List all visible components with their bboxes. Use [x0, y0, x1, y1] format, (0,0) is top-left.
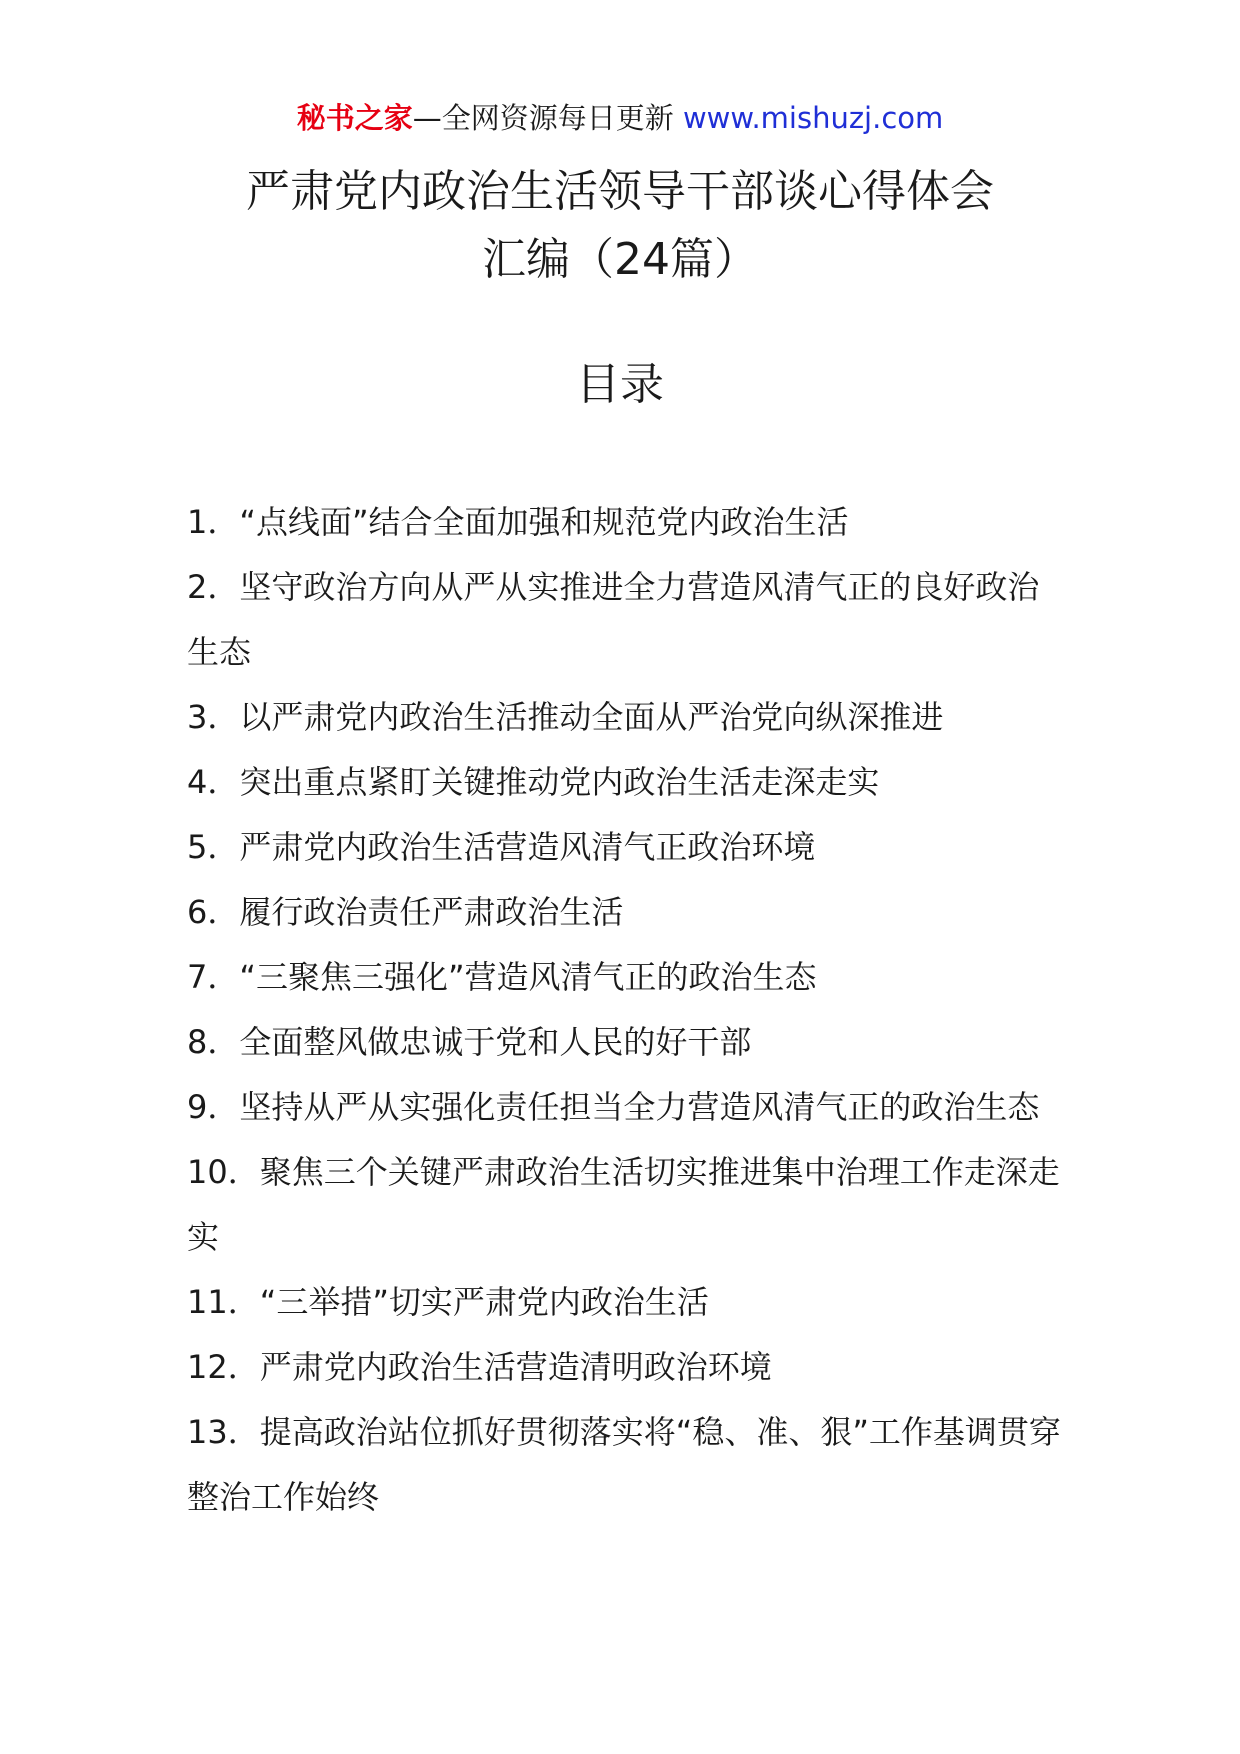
toc-item-number: 10． — [187, 1153, 260, 1191]
toc-item-number: 11． — [187, 1283, 260, 1321]
toc-item[interactable] — [187, 1270, 1067, 1335]
toc-item-text: 提高政治站位抓好贯彻落实将“稳、准、狠”工作基调贯穿整治工作始终 — [187, 1413, 1061, 1516]
toc-heading: 目录 — [576, 359, 664, 410]
toc-item[interactable] — [187, 1075, 1067, 1140]
table-of-contents — [187, 490, 1067, 1530]
toc-item[interactable] — [187, 1010, 1067, 1075]
toc-item-number: 13． — [187, 1413, 260, 1451]
toc-item-number: 7． — [187, 958, 240, 996]
toc-item[interactable] — [187, 555, 1067, 685]
toc-item-text: 聚焦三个关键严肃政治生活切实推进集中治理工作走深走实 — [187, 1153, 1060, 1256]
site-header — [0, 98, 1240, 138]
toc-item-number: 12． — [187, 1348, 260, 1386]
toc-item-number: 4． — [187, 763, 240, 801]
toc-item[interactable] — [187, 880, 1067, 945]
toc-item-text: “三举措”切实严肃党内政治生活 — [259, 1283, 709, 1321]
toc-item[interactable] — [187, 1140, 1067, 1270]
document-title-line-1: 严肃党内政治生活领导干部谈心得体会 — [246, 166, 994, 217]
toc-item-text: 突出重点紧盯关键推动党内政治生活走深走实 — [239, 763, 880, 801]
toc-item-number: 1． — [187, 503, 240, 541]
toc-item-text: “点线面”结合全面加强和规范党内政治生活 — [239, 503, 849, 541]
toc-item-number: 6． — [187, 893, 240, 931]
toc-item-text: 严肃党内政治生活营造清明政治环境 — [259, 1348, 772, 1386]
toc-item-text: 坚持从严从实强化责任担当全力营造风清气正的政治生态 — [239, 1088, 1040, 1126]
toc-item-text: “三聚焦三强化”营造风清气正的政治生态 — [239, 958, 817, 996]
toc-item-number: 5． — [187, 828, 240, 866]
toc-item[interactable] — [187, 945, 1067, 1010]
toc-item[interactable] — [187, 815, 1067, 880]
site-url-link[interactable]: www.mishuzj.com — [682, 101, 944, 135]
toc-item-text: 以严肃党内政治生活推动全面从严治党向纵深推进 — [239, 698, 944, 736]
brand-name: 秘书之家 — [296, 101, 413, 135]
toc-item-text: 全面整风做忠诚于党和人民的好干部 — [239, 1023, 752, 1061]
toc-item-text: 坚守政治方向从严从实推进全力营造风清气正的良好政治生态 — [187, 568, 1040, 671]
toc-item-text: 履行政治责任严肃政治生活 — [239, 893, 624, 931]
toc-item[interactable] — [187, 1400, 1067, 1530]
site-slogan: —全网资源每日更新 — [412, 101, 674, 135]
toc-item-number: 8． — [187, 1023, 240, 1061]
toc-item-number: 2． — [187, 568, 240, 606]
toc-item-text: 严肃党内政治生活营造风清气正政治环境 — [239, 828, 816, 866]
document-title-line-2: 汇编（24篇） — [482, 234, 758, 285]
toc-item[interactable] — [187, 750, 1067, 815]
toc-item[interactable] — [187, 685, 1067, 750]
toc-item-number: 3． — [187, 698, 240, 736]
toc-item[interactable] — [187, 490, 1067, 555]
toc-item[interactable] — [187, 1335, 1067, 1400]
toc-item-number: 9． — [187, 1088, 240, 1126]
